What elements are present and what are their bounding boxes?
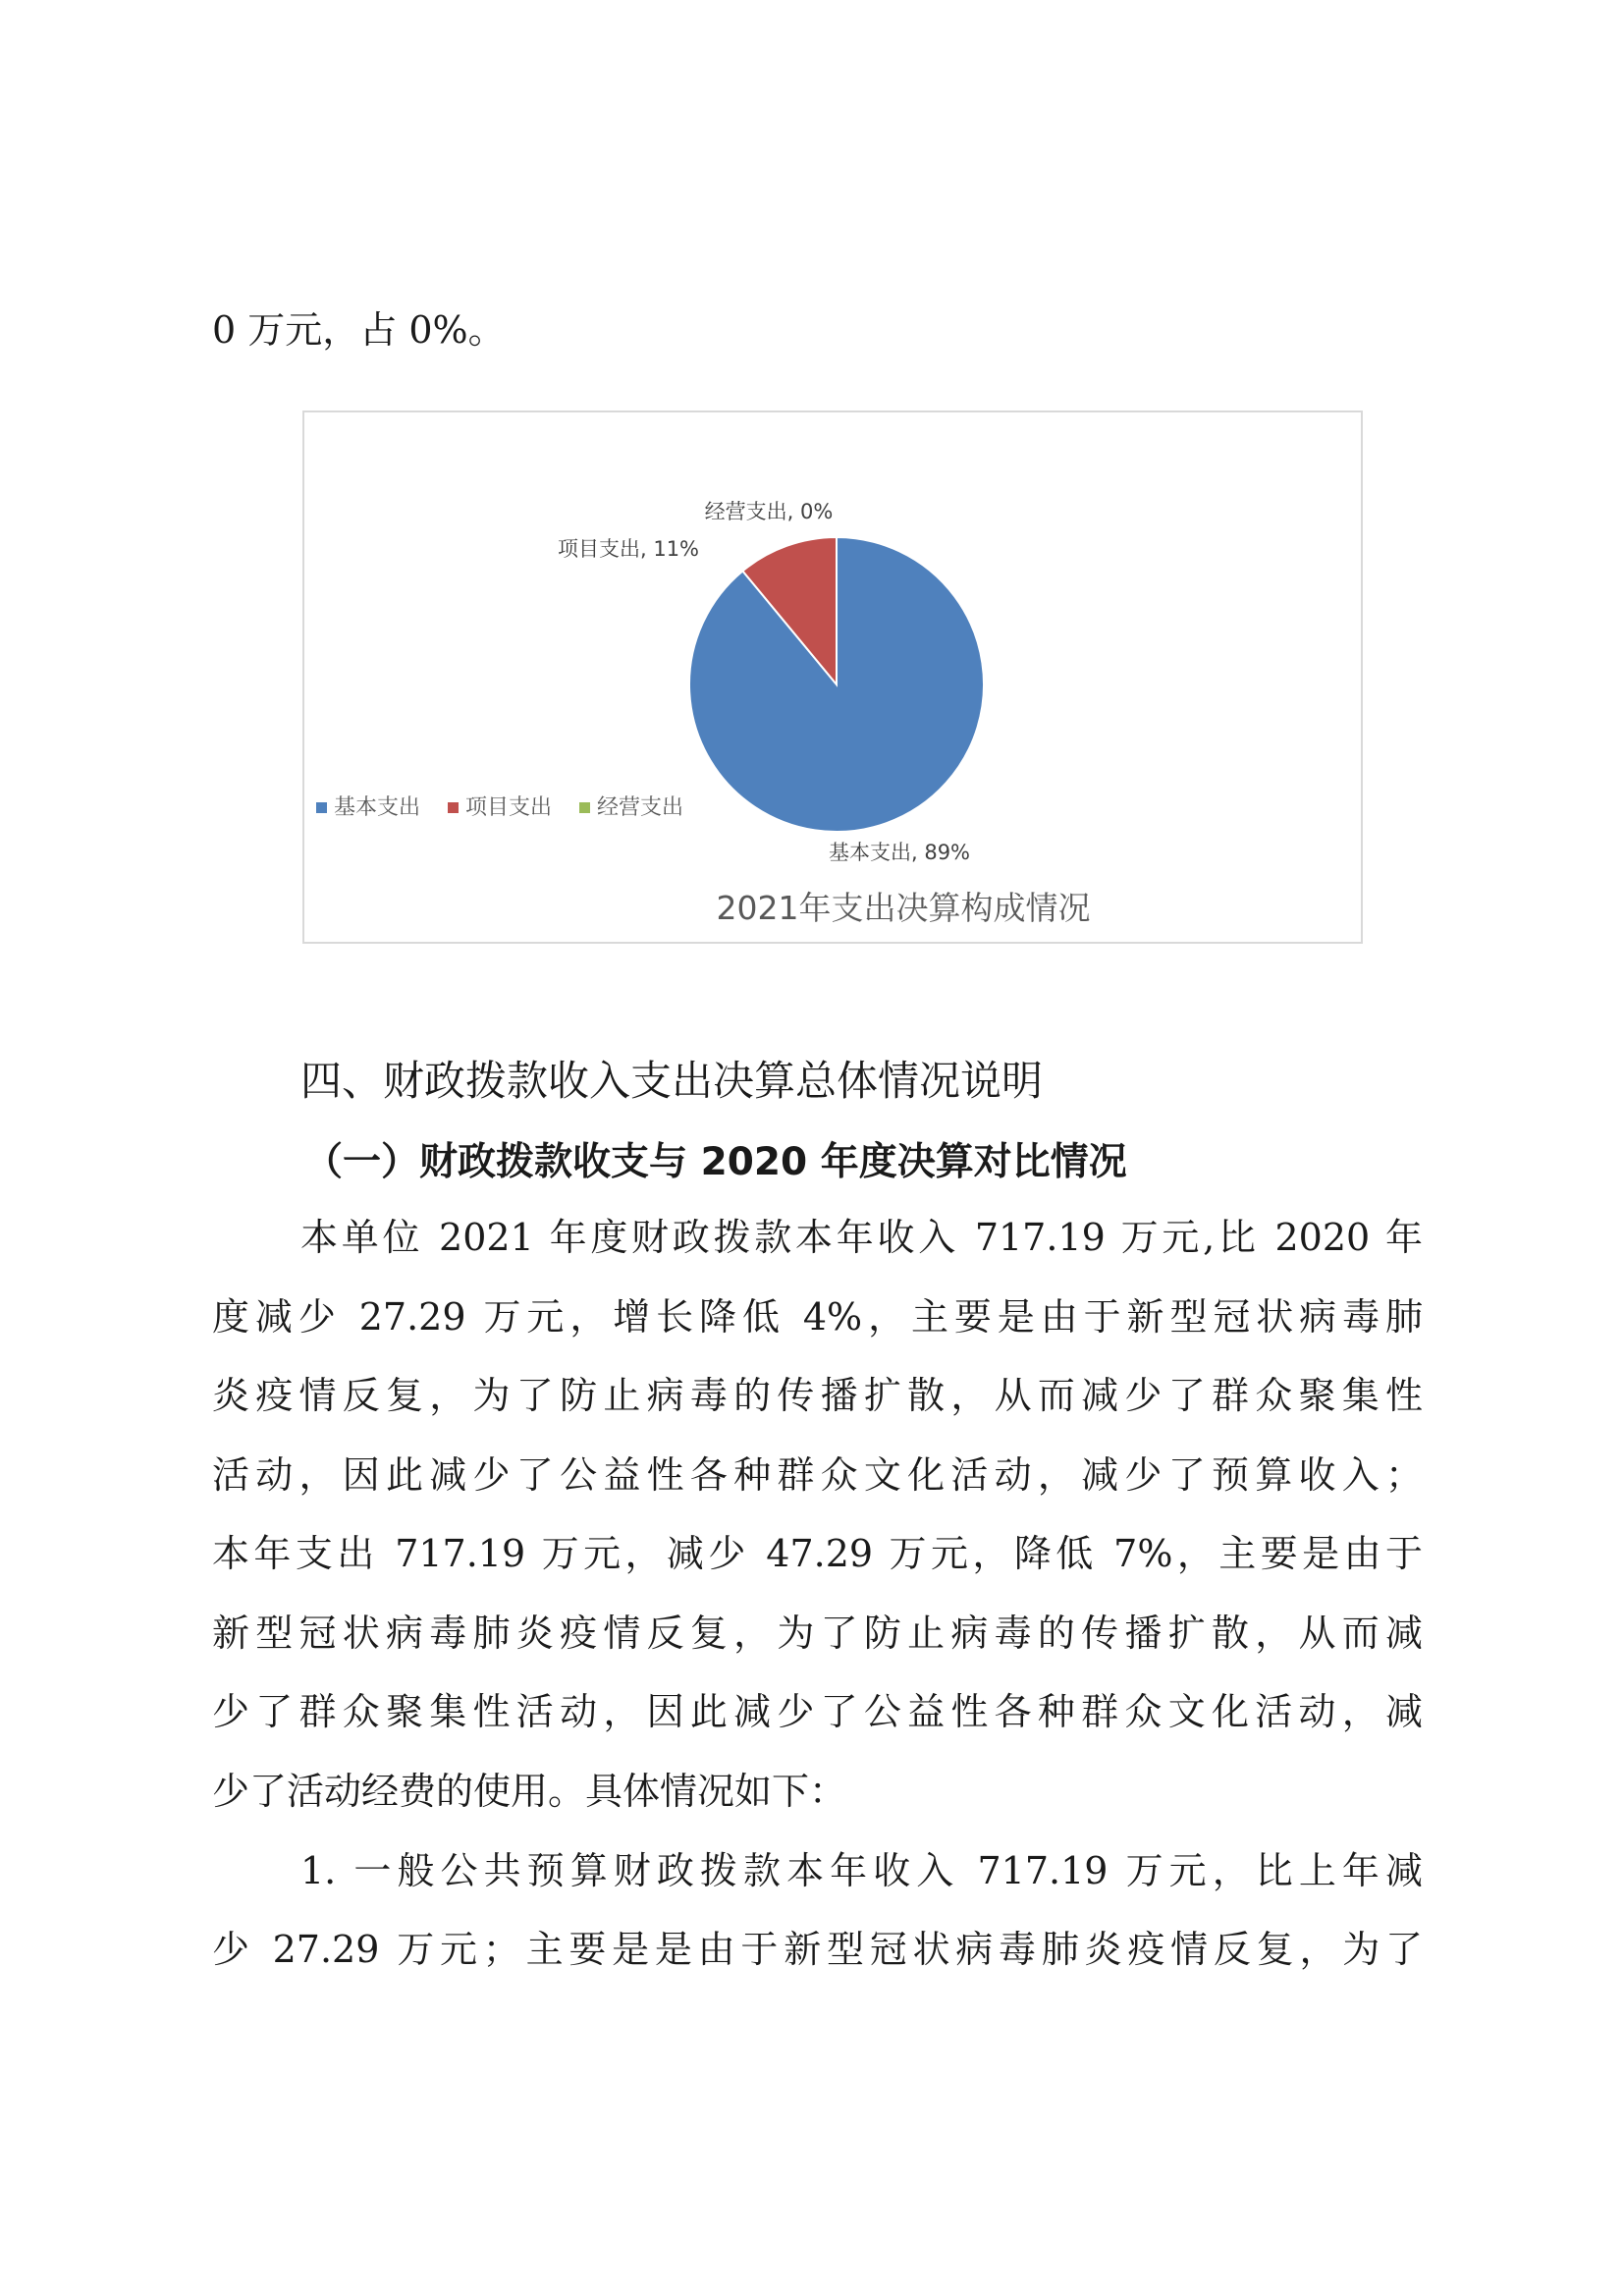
legend-label-operating: 经营支出 [597, 795, 684, 820]
paragraph-line: 度减少 27.29 万元，增长降低 4%，主要是由于新型冠状病毒肺 [212, 1295, 1423, 1339]
legend-swatch-basic [316, 802, 327, 813]
intro-line: 0 万元，占 0%。 [212, 308, 506, 352]
paragraph-line: 少了活动经费的使用。具体情况如下： [212, 1770, 847, 1813]
paragraph-line: 少 27.29 万元；主要是是由于新型冠状病毒肺炎疫情反复，为了 [212, 1928, 1423, 1971]
paragraph-line: 新型冠状病毒肺炎疫情反复，为了防止病毒的传播扩散，从而减 [212, 1612, 1423, 1655]
paragraph-line: 少了群众聚集性活动，因此减少了公益性各种群众文化活动，减 [212, 1690, 1423, 1733]
pie-chart-svg [304, 412, 1365, 946]
paragraph-line: 1. 一般公共预算财政拨款本年收入 717.19 万元，比上年减 [300, 1849, 1423, 1892]
paragraph-line: 活动，因此减少了公益性各种群众文化活动，减少了预算收入； [212, 1453, 1423, 1497]
subsection-heading: （一）财政拨款收支与 2020 年度决算对比情况 [304, 1140, 1127, 1184]
pie-slices [689, 537, 984, 832]
paragraph-line: 本单位 2021 年度财政拨款本年收入 717.19 万元,比 2020 年 [300, 1216, 1423, 1259]
chart-title: 2021年支出决算构成情况 [716, 889, 1091, 927]
legend-swatch-project [448, 802, 459, 813]
paragraph-line: 炎疫情反复，为了防止病毒的传播扩散，从而减少了群众聚集性 [212, 1374, 1423, 1417]
legend-label-project: 项目支出 [465, 795, 553, 820]
data-label-project: 项目支出, 11% [557, 537, 700, 561]
section-heading: 四、财政拨款收入支出决算总体情况说明 [300, 1057, 1044, 1105]
paragraph-line: 本年支出 717.19 万元，减少 47.29 万元，降低 7%，主要是由于 [212, 1532, 1423, 1575]
pie-chart [302, 410, 1363, 944]
legend-swatch-operating [579, 802, 590, 813]
chart-legend [316, 795, 683, 820]
data-label-operating: 经营支出, 0% [704, 500, 834, 523]
data-label-basic: 基本支出, 89% [828, 841, 971, 864]
legend-label-basic: 基本支出 [334, 795, 421, 820]
